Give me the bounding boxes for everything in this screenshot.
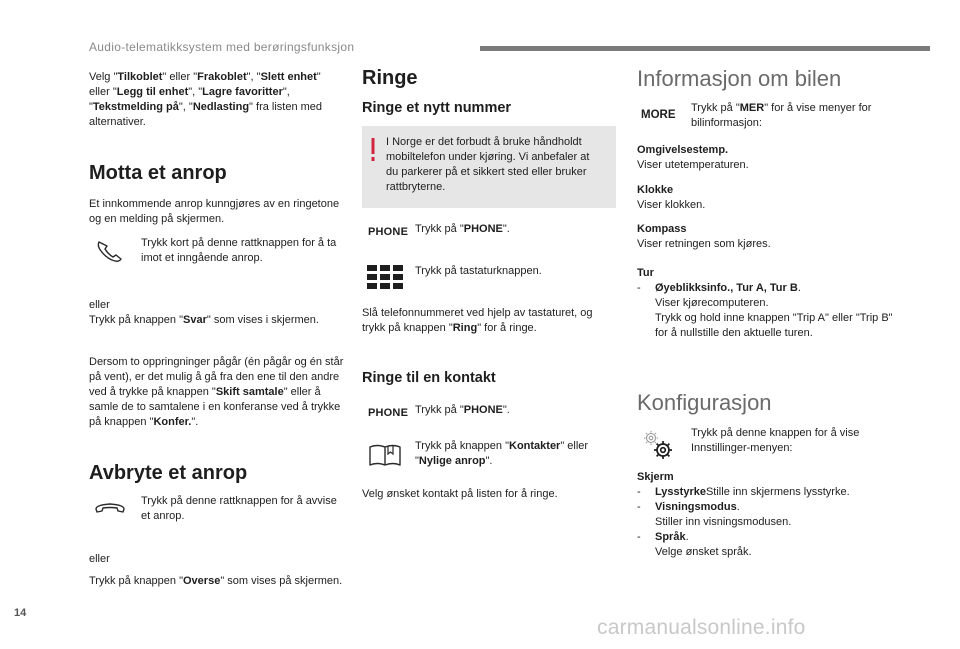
phone-button-label-2: PHONE — [368, 407, 409, 419]
heading-avbryte-et-anrop: Avbryte et anrop — [89, 462, 248, 484]
avbryte-eller: eller — [89, 553, 110, 565]
skjerm-item-sprak: - Språk. Velge ønsket språk. — [637, 531, 752, 558]
contacts-instruction: Trykk på knappen "Kontakter" eller "Nylige anrop". — [415, 440, 589, 467]
multiple-calls-paragraph: Dersom to oppringninger pågår (én pågår og én står på vent), er det mulig å gå fra den ene til den andre ved å trykke på knappen "Skift samtale" eller å samle de to samtalene i en konferanse ved å trykke på knappen "Konfer.". — [89, 356, 344, 428]
heading-informasjon-om-bilen: Informasjon om bilen — [637, 66, 842, 91]
skjerm-item-visningsmodus: - Visningsmodus. Stiller inn visningsmodusen. — [637, 501, 792, 528]
keypad-icon — [367, 265, 403, 289]
hangup-icon-text: Trykk på denne rattknappen for å avvise et anrop. — [141, 495, 337, 522]
header-bar — [480, 46, 930, 51]
dial-paragraph: Slå telefonnummeret ved hjelp av tastaturet, og trykk på knappen "Ring" for å ringe. — [362, 307, 593, 334]
heading-ringe-et-nytt-nummer: Ringe et nytt nummer — [362, 100, 512, 116]
phone-instruction-2: Trykk på "PHONE". — [415, 404, 510, 416]
info-omgivelsestemp: Omgivelsestemp. Viser utetemperaturen. — [637, 144, 749, 171]
keypad-instruction: Trykk på tastaturknappen. — [415, 265, 542, 277]
konfig-skjerm: Skjerm - LysstyrkeStille inn skjermens lysstyrke. - Visningsmodus. Stiller inn visningsmodusen. - Språk. Velge ønsket språk. — [637, 470, 917, 560]
more-button-label: MORE — [641, 109, 676, 121]
phone-button-label: PHONE — [368, 226, 409, 238]
heading-ringe-til-en-kontakt: Ringe til en kontakt — [362, 370, 496, 386]
heading-ringe: Ringe — [362, 67, 418, 89]
info-klokke: Klokke Viser klokken. — [637, 184, 706, 211]
svar-paragraph: eller Trykk på knappen "Svar" som vises i skjermen. — [89, 299, 319, 326]
tur-list-item: - Øyeblikksinfo., Tur A, Tur B. Viser kjørecomputeren. Trykk og hold inne knappen "Trip A" eller "Trip B" for å nullstille den aktuelle turen. — [637, 282, 893, 339]
choose-contact-text: Velg ønsket kontakt på listen for å ringe. — [362, 488, 558, 500]
more-instruction: Trykk på "MER" for å vise menyer for bilinformasjon: — [691, 102, 872, 129]
heading-konfigurasjon: Konfigurasjon — [637, 390, 772, 415]
info-kompass: Kompass Viser retningen som kjøres. — [637, 223, 771, 250]
skjerm-item-lysstyrke: - LysstyrkeStille inn skjermens lysstyrke. — [637, 486, 850, 498]
contacts-book-icon — [368, 442, 402, 468]
settings-instruction: Trykk på denne knappen for å vise Innstillinger-menyen: — [691, 427, 860, 454]
settings-gears-icon — [640, 428, 676, 462]
heading-motta-et-anrop: Motta et anrop — [89, 162, 227, 184]
info-tur: Tur - Øyeblikksinfo., Tur A, Tur B. Viser kjørecomputeren. Trykk og hold inne knappen "Trip A" eller "Trip B" for å nullstille den aktuelle turen. — [637, 266, 917, 341]
page-number: 14 — [14, 607, 27, 619]
answer-icon-text: Trykk kort på denne rattknappen for å ta imot et inngående anrop. — [141, 237, 337, 264]
warning-text: I Norge er det forbudt å bruke håndholdt mobiltelefon under kjøring. Vi anbefaler at du parkerer på et sikkert sted eller bruker rattbryterne. — [386, 136, 590, 193]
phone-instruction: Trykk på "PHONE". — [415, 223, 510, 235]
watermark: carmanualsonline.info — [597, 616, 806, 639]
intro-paragraph: Velg "Tilkoblet" eller "Frakoblet", "Slett enhet" eller "Legg til enhet", "Lagre favoritter", "Tekstmelding på", "Nedlasting" fra listen med alternativer. — [89, 71, 323, 128]
running-header: Audio-telematikksystem med berøringsfunksjon — [89, 40, 355, 54]
phone-answer-icon — [95, 238, 125, 264]
motta-description: Et innkommende anrop kunngjøres av en ringetone og en melding på skjermen. — [89, 198, 340, 225]
exclamation-icon — [370, 138, 376, 162]
overse-paragraph: Trykk på knappen "Overse" som vises på skjermen. — [89, 575, 343, 587]
phone-hangup-icon — [93, 500, 127, 516]
